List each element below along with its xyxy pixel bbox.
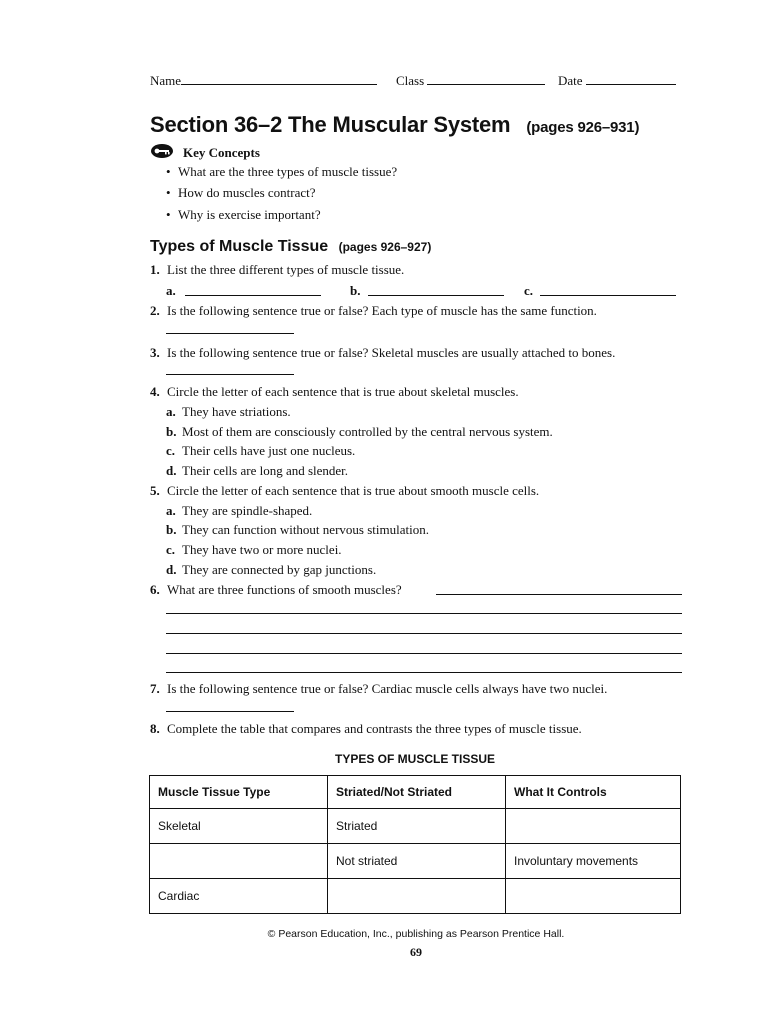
option-5a[interactable]: a. They are spindle-shaped. [166,503,313,518]
key-icon [150,143,174,159]
key-concept-bullet: • How do muscles contract? [166,185,316,200]
question-8: 8. Complete the table that compares and contrasts the three types of muscle tissue. [150,721,582,736]
question-4: 4. Circle the letter of each sentence that is true about skeletal muscles. [150,384,519,399]
answer-line-3[interactable] [166,374,294,375]
table-cell: Striated [328,809,506,844]
answer-line-6[interactable] [166,672,682,673]
answer-line-6[interactable] [436,594,682,595]
answer-line-6[interactable] [166,613,682,614]
date-blank[interactable] [586,72,676,85]
table-header: Striated/Not Striated [328,776,506,809]
name-label: Name [150,73,182,88]
question-3: 3. Is the following sentence true or false? Skeletal muscles are usually attached to bones. [150,345,616,360]
answer-line-6[interactable] [166,653,682,654]
answer-blank-c[interactable] [540,295,676,296]
question-2: 2. Is the following sentence true or false? Each type of muscle has the same function. [150,303,597,318]
table-cell: Cardiac [150,879,328,914]
key-concept-bullet: • Why is exercise important? [166,207,321,222]
question-1: 1. List the three different types of muscle tissue. [150,262,405,277]
table-cell-blank[interactable] [506,809,681,844]
table-row [150,809,681,844]
name-field[interactable] [150,72,377,89]
date-label: Date [558,73,583,88]
class-blank[interactable] [427,72,545,85]
table-cell-blank[interactable] [506,879,681,914]
section-title-text: Section 36–2 The Muscular System [150,112,511,137]
class-label: Class [396,73,425,88]
answer-line-6[interactable] [166,633,682,634]
copyright-footer: © Pearson Education, Inc., publishing as Pearson Prentice Hall. [267,928,565,940]
table-row [150,879,681,914]
option-5c[interactable]: c. They have two or more nuclei. [166,542,342,557]
option-5d[interactable]: d. They are connected by gap junctions. [166,562,377,577]
blank-a-label: a. [166,283,176,298]
subheading-text: Types of Muscle Tissue [150,238,329,255]
answer-line-2[interactable] [166,333,294,334]
table-cell: Not striated [328,844,506,879]
question-7: 7. Is the following sentence true or false? Cardiac muscle cells always have two nuclei. [150,681,608,696]
answer-line-7[interactable] [166,711,294,712]
header-fields [150,72,682,92]
subheading-pages: (pages 926–927) [338,240,432,254]
key-concepts-title: Key Concepts [183,145,260,160]
table-header: What It Controls [506,776,681,809]
subheading [150,238,431,256]
question-6: 6. What are three functions of smooth muscles? [150,582,402,597]
table-cell: Skeletal [150,809,328,844]
blank-c-label: c. [524,283,534,298]
table-cell-blank[interactable] [150,844,328,879]
answer-blank-a[interactable] [185,295,321,296]
date-field[interactable] [558,72,676,89]
option-4c[interactable]: c. Their cells have just one nucleus. [166,443,356,458]
page-number: 69 [410,945,422,959]
table-header: Muscle Tissue Type [150,776,328,809]
option-4a[interactable]: a. They have striations. [166,404,291,419]
table-cell-blank[interactable] [328,879,506,914]
option-5b[interactable]: b. They can function without nervous stimulation. [166,522,429,537]
section-title [150,112,639,138]
table-cell: Involuntary movements [506,844,681,879]
name-blank[interactable] [181,72,377,85]
option-4b[interactable]: b. Most of them are consciously controlled by the central nervous system. [166,424,553,439]
section-title-pages: (pages 926–931) [526,119,640,136]
question-5: 5. Circle the letter of each sentence that is true about smooth muscle cells. [150,483,540,498]
blank-b-label: b. [350,283,361,298]
class-field[interactable] [396,72,545,89]
muscle-tissue-table [149,775,681,914]
table-title: TYPES OF MUSCLE TISSUE [334,752,496,766]
table-header-row [150,776,681,809]
table-row [150,844,681,879]
key-concept-bullet: • What are the three types of muscle tissue? [166,164,398,179]
answer-blank-b[interactable] [368,295,504,296]
option-4d[interactable]: d. Their cells are long and slender. [166,463,349,478]
